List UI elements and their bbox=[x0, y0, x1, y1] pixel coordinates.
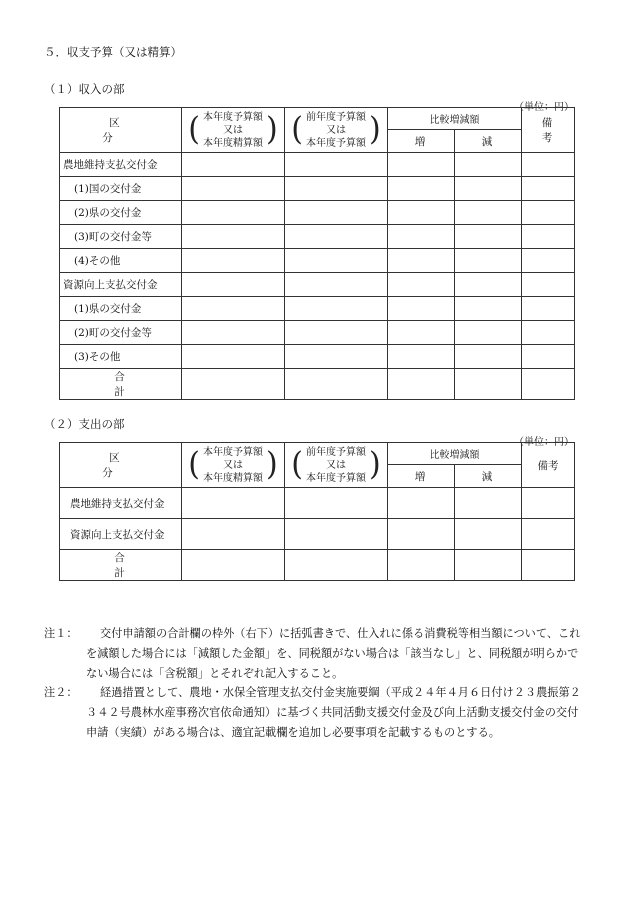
header-increase: 増 bbox=[388, 465, 455, 488]
row-label: 農地維持支払交付金 bbox=[60, 488, 182, 519]
header-kubun: 区 分 bbox=[60, 443, 182, 488]
row-label: (2)県の交付金 bbox=[60, 201, 182, 225]
table-row bbox=[60, 225, 575, 249]
note-2 bbox=[44, 683, 584, 743]
header-previous-year: ( 前年度予算額 又は 本年度予算額 ) bbox=[285, 108, 388, 153]
expense-unit: （単位：円） bbox=[514, 437, 574, 448]
expense-heading: （２）支出の部 bbox=[44, 417, 125, 431]
row-label: 資源向上支払交付金 bbox=[60, 273, 182, 297]
total-row bbox=[60, 550, 575, 581]
section-title: ５．収支予算（又は精算） bbox=[44, 45, 182, 59]
row-label: (1)県の交付金 bbox=[60, 297, 182, 321]
table-row bbox=[60, 177, 575, 201]
header-decrease: 減 bbox=[455, 130, 522, 153]
row-label: (2)町の交付金等 bbox=[60, 321, 182, 345]
header-decrease: 減 bbox=[455, 465, 522, 488]
table-row bbox=[60, 297, 575, 321]
table-row bbox=[60, 153, 575, 177]
header-increase: 増 bbox=[388, 130, 455, 153]
total-row bbox=[60, 369, 575, 400]
row-label: (4)その他 bbox=[60, 249, 182, 273]
table-row bbox=[60, 488, 575, 519]
note-label: 注２： bbox=[44, 686, 78, 699]
note-text: 交付申請額の合計欄の枠外（右下）に括弧書きで、仕入れに係る消費税等相当額について、これを減額した場合には「減額した金額」を、同税額がない場合は「該当なし」と、同税額が明らかでない場合には「含税額」とそれぞれ記入すること。 bbox=[86, 627, 581, 680]
table-row bbox=[60, 321, 575, 345]
expense-table bbox=[59, 442, 575, 581]
header-comparison: 比較増減額 bbox=[388, 443, 522, 465]
total-label: 合 計 bbox=[60, 369, 182, 400]
header-kubun: 区 分 bbox=[60, 108, 182, 153]
note-label: 注１： bbox=[44, 627, 78, 640]
table-row bbox=[60, 201, 575, 225]
income-unit: （単位：円） bbox=[514, 102, 574, 113]
row-label: (3)その他 bbox=[60, 345, 182, 369]
header-current-year: ( 本年度予算額 又は 本年度精算額 ) bbox=[182, 443, 285, 488]
header-current-year: ( 本年度予算額 又は 本年度精算額 ) bbox=[182, 108, 285, 153]
table-row bbox=[60, 519, 575, 550]
row-label: 資源向上支払交付金 bbox=[60, 519, 182, 550]
note-1 bbox=[44, 624, 584, 684]
table-row bbox=[60, 345, 575, 369]
row-label: (3)町の交付金等 bbox=[60, 225, 182, 249]
income-heading: （１）収入の部 bbox=[44, 82, 125, 96]
total-label: 合 計 bbox=[60, 550, 182, 581]
row-label: 農地維持支払交付金 bbox=[60, 153, 182, 177]
header-remarks: 備 考 bbox=[522, 108, 575, 153]
header-comparison: 比較増減額 bbox=[388, 108, 522, 130]
header-previous-year: ( 前年度予算額 又は 本年度予算額 ) bbox=[285, 443, 388, 488]
row-label: (1)国の交付金 bbox=[60, 177, 182, 201]
note-text: 経過措置として、農地・水保全管理支払交付金実施要綱（平成２４年４月６日付け２３農振第２３４２号農林水産事務次官依命通知）に基づく共同活動支援交付金及び向上活動支援交付金の交付申請（実績）がある場合は、適宜記載欄を追加し必要事項を記載するものとする。 bbox=[86, 686, 581, 739]
table-row bbox=[60, 249, 575, 273]
table-row bbox=[60, 273, 575, 297]
income-table bbox=[59, 107, 583, 400]
header-remarks: 備考 bbox=[522, 443, 575, 488]
